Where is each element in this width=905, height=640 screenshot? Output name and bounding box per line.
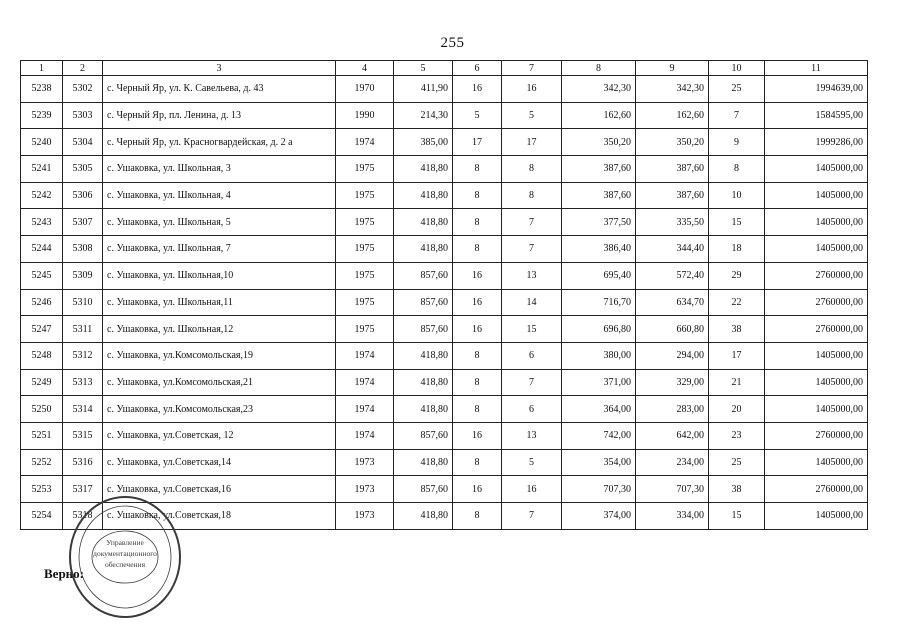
table-row — [21, 449, 868, 476]
cell-area-value: 642,00 — [636, 422, 709, 449]
cell-cost: 1405000,00 — [765, 503, 868, 530]
cell-record-number: 5248 — [21, 342, 63, 369]
cell-apartments-total: 8 — [453, 182, 502, 209]
cell-cost: 2760000,00 — [765, 422, 868, 449]
cell-record-number: 5239 — [21, 102, 63, 129]
cell-apartments-total: 8 — [453, 396, 502, 423]
cell-residents: 15 — [709, 209, 765, 236]
cell-living-area: 387,60 — [562, 156, 636, 183]
cell-address: с. Черный Яр, пл. Ленина, д. 13 — [103, 102, 336, 129]
cell-total-area: 418,80 — [394, 503, 453, 530]
table-row — [21, 129, 868, 156]
cell-cost: 1994639,00 — [765, 76, 868, 103]
table-body — [21, 76, 868, 530]
cell-cost: 1405000,00 — [765, 236, 868, 263]
stamp-line-2: документационного — [93, 549, 157, 558]
cell-cost: 1405000,00 — [765, 396, 868, 423]
cell-cost: 1405000,00 — [765, 209, 868, 236]
cell-total-area: 857,60 — [394, 422, 453, 449]
cell-address: с. Черный Яр, ул. Красногвардейская, д. 2 а — [103, 129, 336, 156]
cell-record-number: 5243 — [21, 209, 63, 236]
cell-residents: 22 — [709, 289, 765, 316]
cell-apartments-count: 17 — [502, 129, 562, 156]
cell-cost: 2760000,00 — [765, 262, 868, 289]
cell-apartments-total: 8 — [453, 369, 502, 396]
cell-area-value: 660,80 — [636, 316, 709, 343]
cell-living-area: 696,80 — [562, 316, 636, 343]
cell-year-built: 1975 — [336, 209, 394, 236]
cell-residents: 38 — [709, 316, 765, 343]
cell-cost: 1405000,00 — [765, 342, 868, 369]
column-header-11: 11 — [765, 61, 868, 76]
cell-apartments-total: 16 — [453, 262, 502, 289]
cell-record-number: 5250 — [21, 396, 63, 423]
cell-area-value: 294,00 — [636, 342, 709, 369]
cell-living-area: 371,00 — [562, 369, 636, 396]
cell-total-area: 418,80 — [394, 449, 453, 476]
cell-residents: 25 — [709, 76, 765, 103]
cell-residents: 9 — [709, 129, 765, 156]
cell-object-number: 5315 — [63, 422, 103, 449]
cell-year-built: 1974 — [336, 396, 394, 423]
cell-total-area: 418,80 — [394, 156, 453, 183]
cell-record-number: 5245 — [21, 262, 63, 289]
cell-living-area: 162,60 — [562, 102, 636, 129]
cell-area-value: 329,00 — [636, 369, 709, 396]
cell-object-number: 5308 — [63, 236, 103, 263]
table-row — [21, 209, 868, 236]
cell-apartments-count: 14 — [502, 289, 562, 316]
table-row — [21, 102, 868, 129]
cell-area-value: 283,00 — [636, 396, 709, 423]
cell-total-area: 857,60 — [394, 316, 453, 343]
cell-record-number: 5244 — [21, 236, 63, 263]
cell-record-number: 5240 — [21, 129, 63, 156]
cell-total-area: 214,30 — [394, 102, 453, 129]
table-row — [21, 316, 868, 343]
cell-total-area: 418,80 — [394, 342, 453, 369]
cell-address: с. Черный Яр, ул. К. Савельева, д. 43 — [103, 76, 336, 103]
cell-total-area: 857,60 — [394, 289, 453, 316]
cell-area-value: 234,00 — [636, 449, 709, 476]
cell-object-number: 5305 — [63, 156, 103, 183]
cell-address: с. Ушаковка, ул. Школьная, 4 — [103, 182, 336, 209]
cell-apartments-total: 16 — [453, 476, 502, 503]
registry-table — [20, 60, 868, 530]
cell-apartments-count: 16 — [502, 476, 562, 503]
cell-year-built: 1975 — [336, 156, 394, 183]
cell-living-area: 716,70 — [562, 289, 636, 316]
cell-apartments-total: 16 — [453, 76, 502, 103]
cell-apartments-total: 5 — [453, 102, 502, 129]
cell-address: с. Ушаковка, ул.Советская,18 — [103, 503, 336, 530]
cell-total-area: 418,80 — [394, 182, 453, 209]
cell-address: с. Ушаковка, ул.Советская,16 — [103, 476, 336, 503]
cell-residents: 15 — [709, 503, 765, 530]
table-row — [21, 156, 868, 183]
cell-area-value: 707,30 — [636, 476, 709, 503]
cell-address: с. Ушаковка, ул.Комсомольская,21 — [103, 369, 336, 396]
cell-record-number: 5246 — [21, 289, 63, 316]
cell-object-number: 5304 — [63, 129, 103, 156]
cell-cost: 1405000,00 — [765, 449, 868, 476]
cell-apartments-count: 6 — [502, 396, 562, 423]
cell-cost: 2760000,00 — [765, 476, 868, 503]
column-header-9: 9 — [636, 61, 709, 76]
cell-object-number: 5307 — [63, 209, 103, 236]
cell-object-number: 5316 — [63, 449, 103, 476]
cell-address: с. Ушаковка, ул.Советская, 12 — [103, 422, 336, 449]
page-number: 255 — [440, 35, 465, 51]
cell-area-value: 350,20 — [636, 129, 709, 156]
cell-apartments-total: 16 — [453, 422, 502, 449]
cell-address: с. Ушаковка, ул.Комсомольская,23 — [103, 396, 336, 423]
cell-total-area: 857,60 — [394, 262, 453, 289]
cell-living-area: 354,00 — [562, 449, 636, 476]
cell-apartments-count: 8 — [502, 182, 562, 209]
official-stamp — [65, 492, 185, 622]
cell-residents: 29 — [709, 262, 765, 289]
cell-year-built: 1975 — [336, 262, 394, 289]
stamp-line-1: Управление — [106, 538, 144, 547]
cell-apartments-total: 8 — [453, 156, 502, 183]
cell-record-number: 5254 — [21, 503, 63, 530]
cell-address: с. Ушаковка, ул. Школьная,10 — [103, 262, 336, 289]
cell-cost: 1584595,00 — [765, 102, 868, 129]
cell-address: с. Ушаковка, ул. Школьная, 3 — [103, 156, 336, 183]
cell-residents: 8 — [709, 156, 765, 183]
cell-address: с. Ушаковка, ул.Советская,14 — [103, 449, 336, 476]
cell-living-area: 377,50 — [562, 209, 636, 236]
column-header-2: 2 — [63, 61, 103, 76]
column-header-6: 6 — [453, 61, 502, 76]
cell-object-number: 5302 — [63, 76, 103, 103]
cell-record-number: 5238 — [21, 76, 63, 103]
table-row — [21, 182, 868, 209]
column-header-3: 3 — [103, 61, 336, 76]
cell-apartments-count: 5 — [502, 102, 562, 129]
cell-cost: 1405000,00 — [765, 182, 868, 209]
cell-total-area: 418,80 — [394, 209, 453, 236]
cell-apartments-count: 8 — [502, 156, 562, 183]
stamp-line-3: обеспечения — [104, 560, 146, 569]
cell-object-number: 5303 — [63, 102, 103, 129]
cell-area-value: 387,60 — [636, 182, 709, 209]
cell-apartments-count: 13 — [502, 262, 562, 289]
cell-living-area: 380,00 — [562, 342, 636, 369]
cell-year-built: 1970 — [336, 76, 394, 103]
cell-total-area: 385,00 — [394, 129, 453, 156]
cell-record-number: 5249 — [21, 369, 63, 396]
cell-cost: 1405000,00 — [765, 156, 868, 183]
cell-residents: 10 — [709, 182, 765, 209]
column-header-8: 8 — [562, 61, 636, 76]
cell-address: с. Ушаковка, ул. Школьная, 5 — [103, 209, 336, 236]
cell-object-number: 5306 — [63, 182, 103, 209]
cell-total-area: 418,80 — [394, 369, 453, 396]
cell-address: с. Ушаковка, ул. Школьная,11 — [103, 289, 336, 316]
cell-object-number: 5312 — [63, 342, 103, 369]
cell-apartments-total: 8 — [453, 449, 502, 476]
cell-living-area: 342,30 — [562, 76, 636, 103]
table-row — [21, 396, 868, 423]
cell-area-value: 342,30 — [636, 76, 709, 103]
cell-area-value: 387,60 — [636, 156, 709, 183]
cell-apartments-count: 7 — [502, 503, 562, 530]
cell-residents: 18 — [709, 236, 765, 263]
cell-cost: 1999286,00 — [765, 129, 868, 156]
cell-record-number: 5251 — [21, 422, 63, 449]
cell-cost: 2760000,00 — [765, 289, 868, 316]
cell-apartments-total: 16 — [453, 316, 502, 343]
cell-object-number: 5309 — [63, 262, 103, 289]
cell-record-number: 5241 — [21, 156, 63, 183]
cell-record-number: 5253 — [21, 476, 63, 503]
cell-residents: 17 — [709, 342, 765, 369]
cell-residents: 7 — [709, 102, 765, 129]
cell-object-number: 5317 — [63, 476, 103, 503]
cell-year-built: 1973 — [336, 476, 394, 503]
cell-area-value: 335,50 — [636, 209, 709, 236]
cell-residents: 21 — [709, 369, 765, 396]
cell-living-area: 374,00 — [562, 503, 636, 530]
cell-address: с. Ушаковка, ул. Школьная, 7 — [103, 236, 336, 263]
cell-apartments-count: 7 — [502, 209, 562, 236]
cell-address: с. Ушаковка, ул.Комсомольская,19 — [103, 342, 336, 369]
table-row — [21, 262, 868, 289]
cell-cost: 2760000,00 — [765, 316, 868, 343]
cell-year-built: 1975 — [336, 316, 394, 343]
cell-total-area: 418,80 — [394, 236, 453, 263]
cell-living-area: 364,00 — [562, 396, 636, 423]
cell-living-area: 386,40 — [562, 236, 636, 263]
cell-apartments-count: 5 — [502, 449, 562, 476]
table-row — [21, 342, 868, 369]
cell-apartments-count: 7 — [502, 236, 562, 263]
cell-apartments-count: 15 — [502, 316, 562, 343]
cell-year-built: 1973 — [336, 503, 394, 530]
cell-area-value: 162,60 — [636, 102, 709, 129]
cell-address: с. Ушаковка, ул. Школьная,12 — [103, 316, 336, 343]
table-row — [21, 76, 868, 103]
cell-apartments-total: 8 — [453, 236, 502, 263]
column-header-4: 4 — [336, 61, 394, 76]
cell-year-built: 1975 — [336, 182, 394, 209]
cell-year-built: 1975 — [336, 236, 394, 263]
cell-apartments-total: 8 — [453, 209, 502, 236]
table-header — [21, 61, 868, 76]
cell-area-value: 634,70 — [636, 289, 709, 316]
cell-object-number: 5311 — [63, 316, 103, 343]
table-row — [21, 422, 868, 449]
cell-total-area: 411,90 — [394, 76, 453, 103]
cell-object-number: 5318 — [63, 503, 103, 530]
cell-apartments-count: 7 — [502, 369, 562, 396]
cell-living-area: 695,40 — [562, 262, 636, 289]
cell-object-number: 5310 — [63, 289, 103, 316]
column-header-5: 5 — [394, 61, 453, 76]
cell-object-number: 5313 — [63, 369, 103, 396]
cell-year-built: 1975 — [336, 289, 394, 316]
cell-record-number: 5242 — [21, 182, 63, 209]
cell-year-built: 1974 — [336, 422, 394, 449]
certification-label: Верно: — [44, 566, 84, 581]
column-header-7: 7 — [502, 61, 562, 76]
cell-residents: 38 — [709, 476, 765, 503]
cell-apartments-count: 6 — [502, 342, 562, 369]
cell-cost: 1405000,00 — [765, 369, 868, 396]
cell-apartments-total: 17 — [453, 129, 502, 156]
cell-residents: 23 — [709, 422, 765, 449]
cell-area-value: 334,00 — [636, 503, 709, 530]
cell-year-built: 1974 — [336, 369, 394, 396]
cell-apartments-total: 16 — [453, 289, 502, 316]
cell-residents: 20 — [709, 396, 765, 423]
cell-living-area: 387,60 — [562, 182, 636, 209]
cell-apartments-count: 13 — [502, 422, 562, 449]
cell-year-built: 1974 — [336, 129, 394, 156]
cell-record-number: 5247 — [21, 316, 63, 343]
cell-apartments-total: 8 — [453, 503, 502, 530]
column-header-10: 10 — [709, 61, 765, 76]
table-row — [21, 236, 868, 263]
header-row — [21, 61, 868, 76]
cell-area-value: 572,40 — [636, 262, 709, 289]
cell-total-area: 418,80 — [394, 396, 453, 423]
cell-living-area: 350,20 — [562, 129, 636, 156]
cell-record-number: 5252 — [21, 449, 63, 476]
cell-year-built: 1973 — [336, 449, 394, 476]
cell-apartments-count: 16 — [502, 76, 562, 103]
table-row — [21, 289, 868, 316]
column-header-1: 1 — [21, 61, 63, 76]
cell-residents: 25 — [709, 449, 765, 476]
cell-year-built: 1974 — [336, 342, 394, 369]
cell-apartments-total: 8 — [453, 342, 502, 369]
table-row — [21, 369, 868, 396]
cell-living-area: 707,30 — [562, 476, 636, 503]
cell-total-area: 857,60 — [394, 476, 453, 503]
cell-area-value: 344,40 — [636, 236, 709, 263]
cell-object-number: 5314 — [63, 396, 103, 423]
cell-year-built: 1990 — [336, 102, 394, 129]
cell-living-area: 742,00 — [562, 422, 636, 449]
